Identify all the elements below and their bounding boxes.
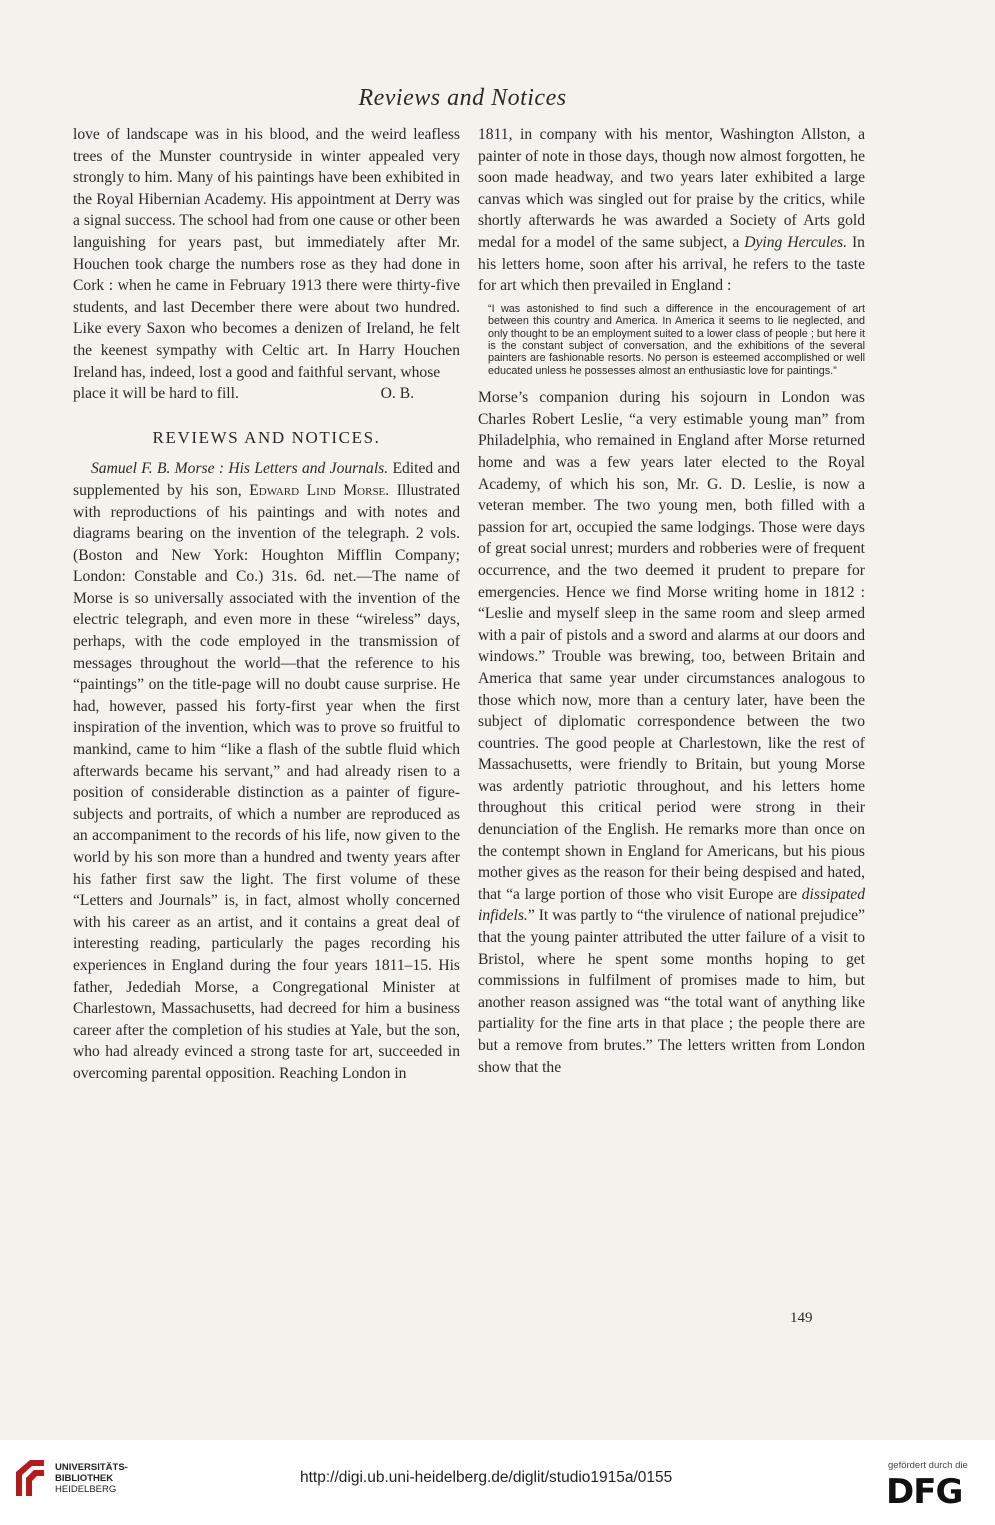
paragraph2-text-a: Morse’s companion during his sojourn in London was Charles Robert Leslie, “a very estimable young man” from Philadelphia, who remained in England after Morse returned home and was a few years later elected to the Royal Academy, of which his son, Mr. G. D. Leslie, is now a veteran member. The two young men, both filled with a passion for art, occupied the same lodgings. Those were days of great social unrest; murders and robberies were of frequent occurrence, and the two deemed it prudent to prepare for emergencies. Hence we find Morse writing home in 1812 : “Leslie and myself sleep in the same room and sleep armed with a pair of pistols and a sword and alarms at our doors and windows.” Trouble was brewing, too, between Britain and America that same year under circumstances analogous to those which now, more than a century later, have been the subject of diplomatic correspondence between the two countries. The good people at Charlestown, like the rest of Massachusetts, were friendly to Britain, but young Morse was ardently patriotic throughout, and his letters home throughout this critical period were strong in their denunciation of the English. He remarks more than once on the contempt shown in England for Americans, but his pious mother gives as the reason for their being despised and hated, that “a large portion of those who visit Europe are <box>478 389 865 903</box>
continuation-text-b: In his letters home, soon after his arrival, he refers to the taste for art which then prevailed in England : <box>478 233 865 295</box>
funding-note: gefördert durch die <box>888 1460 968 1471</box>
running-title: Reviews and Notices <box>358 85 567 111</box>
library-line-2: BIBLIOTHEK <box>55 1473 114 1484</box>
library-line-3: HEIDELBERG <box>55 1484 117 1495</box>
permalink-url[interactable]: http://digi.ub.uni-heidelberg.de/diglit/studio1915a/0155 <box>300 1469 673 1486</box>
review-body: Illustrated with reproductions of his paintings and with notes and diagrams bearing on the invention of the telegraph. 2 vols. (Boston and New York: Houghton Mifflin Company; London: Constable and Co.) 31s. 6d. net.—The name of Morse is so universally associated with the invention of the electric telegraph, and even more in these “wireless” days, perhaps, with the code employed in the transmission of messages throughout the world—that the reference to his “paintings” on the title-page will no doubt cause surprise. He had, however, passed his forty-first year when the first inspiration of the invention, which was to prove so fruitful to mankind, came to him “like a flash of the subtle fluid which afterwards became his servant,” and had already risen to a position of considerable distinction as a painter of figure-subjects and portraits, of which a number are reproduced as an accompaniment to the records of his life, now given to the world by his son more than a hundred and twenty years after his father first saw the light. The first volume of these “Letters and Journals” is, in fact, almost wholly concerned with his career as an artist, and it contains a great deal of interesting reading, particularly the pages recording his experiences in England during the four years 1811–15. His father, Jedediah Morse, a Congregational Minister at Charlestown, Massachusetts, had decreed for him a business career after the completion of his studies at Yale, but the son, who had already evinced a strong taste for art, succeeded in overcoming parental opposition. Reaching London in <box>73 481 460 1082</box>
library-line-1: UNIVERSITÄTS- <box>55 1462 128 1473</box>
page-number: 149 <box>790 1310 813 1326</box>
review-paragraph <box>73 458 460 1084</box>
obituary-signoff <box>73 383 460 405</box>
digitization-footer <box>0 1440 995 1525</box>
dfg-logo: DFG <box>886 1472 963 1512</box>
obituary-last-line: place it will be hard to fill. <box>73 385 239 403</box>
editor-name: Edward Lind Morse. <box>249 481 390 499</box>
obituary-paragraph: love of landscape was in his blood, and the weird leafless trees of the Munster countryside in winter appealed very strongly to him. Many of his paintings have been exhibited in the Royal Hibernian Academy. His appointment at Derry was a signal success. The school had from one cause or other been languishing for years past, but immediately after Mr. Houchen took charge the numbers rose as they had done in Cork : when he came in February 1913 there were thirty-five students, and last December there were about two hundred. Like every Saxon who becomes a denizen of Ireland, he felt the keenest sympathy with Celtic art. In Harry Houchen Ireland has, indeed, lost a good and faithful servant, whose <box>73 126 460 381</box>
review-continuation <box>478 124 865 297</box>
library-logo-icon <box>12 1458 48 1498</box>
quoted-phrase: dissipated infidels. <box>478 885 865 925</box>
book-title: Samuel F. B. Morse : His Letters and Journals. <box>91 460 389 478</box>
edited-prefix: Edited and supplemented by his son, <box>73 460 460 499</box>
block-quote: “I was astonished to find such a difference in the encouragement of art between this country and America. In America it seems to lie neglected, and only thought to be an employment suited to a lower class of people ; but here it is the constant subject of conversation, and the exhibitions of the several painters are fashionable resorts. No person is esteemed accomplished or well educated unless he possesses almost an enthusiastic love for paintings.” <box>488 302 865 377</box>
review-paragraph-2 <box>478 387 865 1078</box>
section-heading: REVIEWS AND NOTICES. <box>152 427 381 447</box>
paragraph2-text-b: ” It was partly to “the virulence of national prejudice” that the young painter attributed the utter failure of a visit to Bristol, where he spent some months hoping to get commissions in fulfilment of promises made to him, but another reason assigned was “the total want of anything like partiality for the fine arts in that place ; the people there are but a remove from brutes.” The letters written from London show that the <box>478 907 865 1076</box>
artwork-title: Dying Hercules. <box>744 233 847 251</box>
author-initials: O. B. <box>380 385 414 403</box>
right-column <box>478 124 865 1078</box>
library-name <box>55 1462 128 1495</box>
continuation-text-a: 1811, in company with his mentor, Washington Allston, a painter of note in those days, though now almost forgotten, he soon made headway, and two years later exhibited a large canvas which was singled out for praise by the critics, while shortly afterwards he was awarded a Society of Arts gold medal for a model of the same subject, a <box>478 126 865 251</box>
left-column <box>73 124 460 1085</box>
